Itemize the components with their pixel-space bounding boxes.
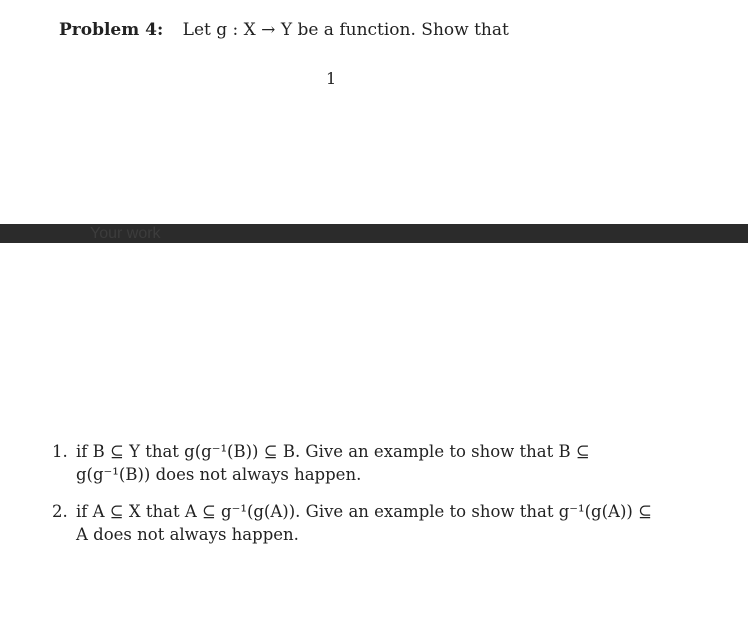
problem-label: Problem 4: <box>59 20 164 40</box>
item-line: if B ⊆ Y that g(g⁻¹(B)) ⊆ B. Give an example to show that B ⊆ <box>76 442 590 461</box>
problem-text: Let g : X → Y be a function. Show that <box>182 20 509 40</box>
item-number: 1. <box>52 442 68 461</box>
item-line: g(g⁻¹(B)) does not always happen. <box>76 465 362 484</box>
item-number: 2. <box>52 502 68 521</box>
list-item <box>52 440 662 486</box>
problem-parts-list <box>52 440 662 560</box>
problem-statement <box>59 20 509 40</box>
list-item <box>52 500 662 546</box>
page-top <box>0 0 748 224</box>
your-work-label: Your work <box>90 225 161 242</box>
work-divider-bar <box>0 224 748 243</box>
item-line: A does not always happen. <box>76 525 299 544</box>
item-line: if A ⊆ X that A ⊆ g⁻¹(g(A)). Give an example to show that g⁻¹(g(A)) ⊆ <box>76 502 652 521</box>
page-number: 1 <box>326 69 337 88</box>
